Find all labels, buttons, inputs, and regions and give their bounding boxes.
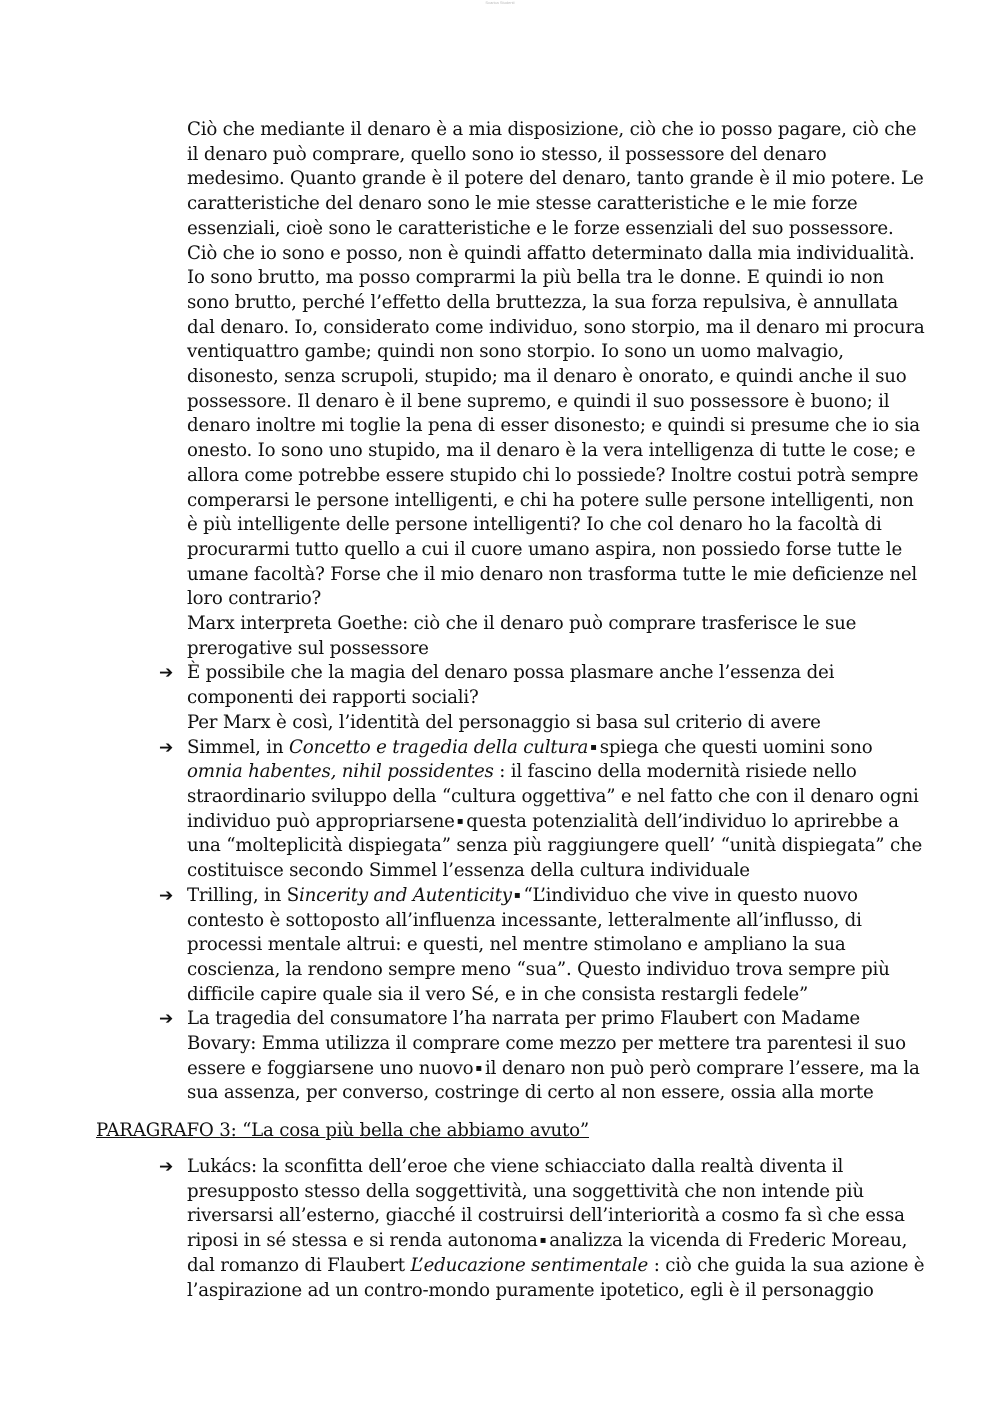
bullet-3-post: “L’individuo che vive in questo nuovo contesto è sottoposto all’influenza incessante, letteralmente all’influsso, di processi mentale altrui: e questi, nel mentre stimolano e ampliano la sua coscienza, la rendono sempre meno “sua”. Questo individuo trova sempre più difficile capire quale sia il vero Sé, e in che consista restargli fedele”	[187, 884, 890, 1005]
bullet-2-pre: Simmel, in	[187, 736, 290, 758]
bullet-1-text: È possibile che la magia del denaro possa plasmare anche l’essenza dei componenti dei rapporti sociali?	[187, 662, 835, 709]
square-dot-icon: ▪	[475, 1062, 482, 1074]
bullet-1-followup: Per Marx è così, l’identità del personaggio si basa sul criterio di avere	[187, 711, 821, 733]
section-heading: PARAGRAFO 3: “La cosa più bella che abbiamo avuto”	[96, 1120, 589, 1141]
bullet-2-title: Concetto e tragedia della cultura	[289, 736, 589, 758]
bullet-3-title: incerity and Autenticity	[298, 884, 512, 906]
bullet-4-pre: La tragedia del consumatore l’ha narrata per primo Flaubert con Madame Bovary: Emma utilizza il comprare come mezzo per mettere tra parentesi il suo essere e foggiarsene uno nuovo	[187, 1008, 906, 1079]
bullet-2-mid: spiega che questi uomini sono	[599, 736, 873, 758]
arrow-right-icon: ➔	[159, 737, 174, 758]
bullet-item-1	[159, 661, 927, 710]
bullet-item-4	[159, 1007, 927, 1106]
bullet-4-post: il denaro non può però comprare l’essere, ma la sua assenza, per converso, costringe di certo al non essere, ossia alla morte	[187, 1057, 920, 1104]
arrow-right-icon: ➔	[159, 1009, 174, 1030]
bullet-2-latin: omnia habentes, nihil possidentes	[187, 761, 494, 783]
bullet-item-3	[159, 884, 927, 1008]
arrow-right-icon: ➔	[159, 885, 174, 906]
arrow-right-icon: ➔	[159, 663, 174, 684]
bullet-3-pre: Trilling, in S	[187, 884, 299, 906]
main-text-block	[159, 118, 927, 1106]
square-dot-icon: ▪	[456, 815, 464, 827]
bullet-2-post: questa potenzialità dell’individuo lo aprirebbe a una “molteplicità dispiegata” senza più raggiungere quell’ “unità dispiegata” che costituisce secondo Simmel l’essenza della cultura individuale	[187, 810, 923, 882]
bullet-5-title: L’educazione sentimentale	[410, 1254, 649, 1276]
marx-quote-paragraph: Ciò che mediante il denaro è a mia disposizione, ciò che io posso pagare, ciò che il denaro può comprare, quello sono io stesso, il possessore del denaro medesimo. Quanto grande è il potere del denaro, tanto grande è il mio potere. Le caratteristiche del denaro sono le mie stesse caratteristiche e le mie forze essenziali, cioè sono le caratteristiche e le forze essenziali del suo possessore. Ciò che io sono e posso, non è quindi affatto determinato dalla mia individualità. Io sono brutto, ma posso comprarmi la più bella tra le donne. E quindi io non sono brutto, perché l’effetto della bruttezza, la sua forza repulsiva, è annullata dal denaro. Io, considerato come individuo, sono storpio, ma il denaro mi procura ventiquattro gambe; quindi non sono storpio. Io sono un uomo malvagio, disonesto, senza scrupoli, stupido; ma il denaro è onorato, e quindi anche il suo possessore. Il denaro è il bene supremo, e quindi il suo possessore è buono; il denaro inoltre mi toglie la pena di esser disonesto; e quindi si presume che io sia onesto. Io sono uno stupido, ma il denaro è la vera intelligenza di tutte le cose; e allora come potrebbe essere stupido chi lo possiede? Inoltre costui potrà sempre comperarsi le persone intelligenti, e chi ha potere sulle persone intelligenti, non è più intelligente delle persone intelligenti? Io che col denaro ho la facoltà di procurarmi tutto quello a cui il cuore umano aspira, non possiedo forse tutte le umane facoltà? Forse che il mio denaro non trasforma tutte le mie deficienze nel loro contrario?	[187, 119, 925, 610]
marx-note-paragraph: Marx interpreta Goethe: ciò che il denaro può comprare trasferisce le sue prerogative sul possessore	[187, 613, 857, 659]
square-dot-icon: ▪	[590, 741, 597, 753]
bullet-item-2	[159, 736, 927, 884]
bullet-item-5	[159, 1155, 927, 1303]
arrow-right-icon: ➔	[159, 1157, 174, 1177]
watermark: Scarica Studenti	[485, 0, 515, 5]
bullet-5-mid: analizza la vicenda di Frederic Moreau, dal romanzo di Flaubert	[187, 1230, 908, 1276]
bullet-5-post: : ciò che guida la sua azione è l’aspirazione ad un contro-mondo puramente ipotetico, egli è il personaggio	[187, 1254, 925, 1301]
square-dot-icon: ▪	[513, 889, 521, 901]
square-dot-icon: ▪	[539, 1235, 547, 1247]
bullet-2-mid2: : il fascino della modernità risiede nello straordinario sviluppo della “cultura oggettiva” e nel fatto che con il denaro ogni individuo può appropriarsene	[187, 761, 919, 832]
bullet-5-pre: Lukács: la sconfitta dell’eroe che viene schiacciato dalla realtà diventa il presupposto stesso della soggettività, una soggettività che non intende più riversarsi all’esterno, giacché il costruirsi dell’interiorità a cosmo fa sì che essa riposi in sé stessa e si renda autonoma	[187, 1156, 905, 1252]
section-3-text-block	[159, 1155, 927, 1303]
